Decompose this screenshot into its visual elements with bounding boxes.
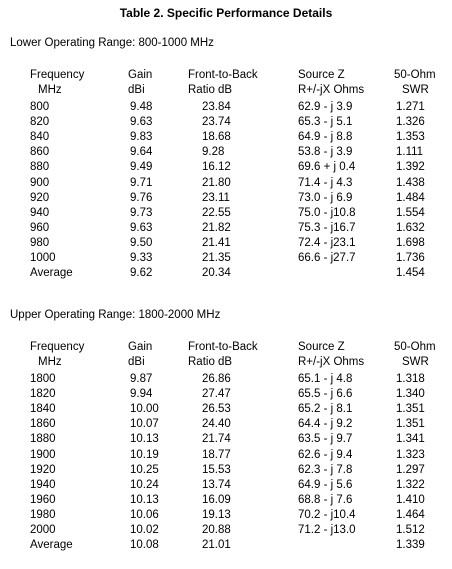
cell-gain: 9.83: [130, 131, 153, 144]
table-row: [0, 432, 452, 446]
cell-frequency: 1820: [30, 388, 56, 401]
cell-swr: 1.271: [396, 101, 425, 113]
table-row: [0, 463, 452, 477]
cell-front-to-back: 9.28: [202, 146, 225, 159]
cell-gain: 9.50: [130, 236, 153, 249]
cell-swr: 1.484: [396, 191, 425, 204]
cell-source-z: 64.9 - j 8.8: [298, 131, 353, 144]
column-header-swr: SWR: [402, 356, 429, 368]
column-header-frequency: Frequency: [30, 341, 85, 353]
cell-source-z: 71.4 - j 4.3: [298, 176, 353, 189]
column-header-gain: dBi: [128, 84, 145, 96]
table-row: [0, 221, 452, 235]
cell-gain: 10.25: [130, 463, 159, 476]
cell-frequency: 1800: [30, 373, 56, 385]
cell-frequency: 940: [30, 206, 50, 219]
cell-front-to-back: 20.88: [202, 524, 231, 536]
cell-front-to-back: 16.09: [202, 493, 231, 506]
cell-front-to-back: 24.40: [202, 418, 231, 431]
cell-source-z: 68.8 - j 7.6: [298, 493, 353, 506]
column-header-front-to-back: Front-to-Back: [188, 69, 258, 81]
cell-gain: 10.02: [130, 524, 159, 536]
cell-frequency: 1860: [30, 418, 56, 431]
cell-front-to-back: 15.53: [202, 463, 231, 476]
cell-swr: 1.392: [396, 161, 425, 174]
cell-front-to-back: 23.11: [202, 191, 230, 204]
cell-front-to-back: 23.84: [202, 101, 231, 113]
cell-front-to-back: 21.74: [202, 433, 231, 446]
table-row: [0, 100, 452, 114]
cell-swr: 1.464: [396, 508, 425, 521]
cell-front-to-back: 21.01: [202, 539, 231, 552]
cell-source-z: 65.3 - j 5.1: [298, 116, 353, 129]
cell-swr: 1.323: [396, 448, 425, 461]
column-header-gain: Gain: [128, 341, 153, 353]
table-row: [0, 145, 452, 159]
column-header-frequency: MHz: [38, 84, 62, 96]
cell-gain: 10.13: [130, 433, 159, 446]
table-row: [0, 130, 452, 144]
column-header-swr: SWR: [402, 84, 429, 96]
cell-source-z: 72.4 - j23.1: [298, 236, 356, 249]
cell-source-z: 75.3 - j16.7: [298, 221, 356, 234]
table-row: [0, 387, 452, 401]
table-row: [0, 402, 452, 416]
column-header-front-to-back: Front-to-Back: [188, 341, 258, 353]
cell-front-to-back: 22.55: [202, 206, 231, 219]
cell-source-z: 64.9 - j 5.6: [298, 478, 353, 491]
cell-front-to-back: 13.74: [202, 478, 231, 491]
cell-gain: 10.19: [130, 448, 159, 461]
cell-front-to-back: 21.41: [202, 236, 231, 249]
cell-swr: 1.339: [396, 539, 425, 552]
cell-swr: 1.322: [396, 478, 425, 491]
cell-frequency: 820: [30, 116, 50, 129]
cell-source-z: 66.6 - j27.7: [298, 252, 356, 264]
column-header-front-to-back: Ratio dB: [188, 356, 233, 368]
cell-frequency: 1960: [30, 493, 56, 506]
cell-swr: 1.340: [396, 388, 425, 401]
column-header-frequency: MHz: [38, 356, 62, 368]
cell-swr: 1.341: [396, 433, 425, 446]
cell-front-to-back: 16.12: [202, 161, 231, 174]
upper-range-header1: [0, 340, 452, 354]
cell-source-z: 63.5 - j 9.7: [298, 433, 353, 446]
cell-swr: 1.438: [396, 176, 425, 189]
cell-source-z: 64.4 - j 9.2: [298, 418, 353, 431]
table-row: [0, 538, 452, 552]
table-row: [0, 176, 452, 190]
table-row: [0, 448, 452, 462]
cell-gain: 9.76: [130, 191, 153, 204]
cell-source-z: 71.2 - j13.0: [298, 524, 356, 536]
column-header-source-z: Source Z: [298, 69, 345, 81]
column-header-front-to-back: Ratio dB: [188, 84, 233, 96]
table-title: Table 2. Specific Performance Details: [119, 6, 333, 20]
cell-gain: 10.00: [130, 403, 159, 416]
cell-swr: 1.351: [396, 403, 425, 416]
cell-swr: 1.318: [396, 373, 425, 385]
table-row: [0, 206, 452, 220]
cell-gain: 10.08: [130, 539, 159, 552]
cell-source-z: 62.3 - j 7.8: [298, 463, 353, 476]
cell-gain: 10.24: [130, 478, 159, 491]
cell-frequency: 840: [30, 131, 50, 144]
cell-frequency: 1000: [30, 252, 56, 264]
cell-front-to-back: 26.86: [202, 373, 231, 385]
column-header-frequency: Frequency: [30, 69, 85, 81]
cell-swr: 1.632: [396, 221, 425, 234]
lower-range-header2: [0, 83, 452, 97]
cell-frequency: Average: [30, 267, 73, 280]
cell-front-to-back: 19.13: [202, 508, 231, 521]
cell-source-z: 62.6 - j 9.4: [298, 448, 353, 461]
cell-frequency: 1880: [30, 433, 56, 446]
cell-source-z: 65.5 - j 6.6: [298, 388, 353, 401]
cell-frequency: 860: [30, 146, 50, 159]
column-header-source-z: R+/-jX Ohms: [298, 84, 365, 96]
lower-range-header1: [0, 68, 452, 82]
cell-gain: 9.62: [130, 267, 153, 280]
cell-swr: 1.698: [396, 236, 425, 249]
column-header-source-z: R+/-jX Ohms: [298, 356, 365, 368]
cell-frequency: Average: [30, 539, 73, 552]
table-row: [0, 493, 452, 507]
cell-frequency: 880: [30, 161, 50, 174]
cell-source-z: 65.1 - j 4.8: [298, 373, 353, 385]
cell-gain: 9.48: [130, 101, 153, 113]
cell-front-to-back: 21.82: [202, 221, 231, 234]
cell-source-z: 65.2 - j 8.1: [298, 403, 353, 416]
cell-swr: 1.410: [396, 493, 425, 506]
upper-range-label: Upper Operating Range: 1800-2000 MHz: [10, 309, 221, 321]
table-row: [0, 523, 452, 537]
table-row: [0, 508, 452, 522]
cell-gain: 9.49: [130, 161, 153, 174]
cell-frequency: 920: [30, 191, 50, 204]
cell-swr: 1.351: [396, 418, 425, 431]
table-row: [0, 115, 452, 129]
cell-frequency: 1980: [30, 508, 56, 521]
upper-range-header2: [0, 355, 452, 369]
cell-gain: 9.87: [130, 373, 153, 385]
cell-front-to-back: 21.35: [202, 252, 231, 264]
cell-frequency: 960: [30, 221, 50, 234]
table-row: [0, 160, 452, 174]
cell-gain: 10.13: [130, 493, 159, 506]
cell-source-z: 62.9 - j 3.9: [298, 101, 353, 113]
cell-gain: 10.06: [130, 508, 159, 521]
column-header-swr: 50-Ohm: [394, 341, 436, 353]
cell-gain: 9.64: [130, 146, 153, 159]
cell-swr: 1.111: [396, 146, 424, 159]
cell-frequency: 1940: [30, 478, 56, 491]
cell-source-z: 75.0 - j10.8: [298, 206, 356, 219]
column-header-gain: Gain: [128, 69, 153, 81]
cell-gain: 9.71: [130, 176, 153, 189]
cell-front-to-back: 23.74: [202, 116, 231, 129]
column-header-swr: 50-Ohm: [394, 69, 436, 81]
cell-front-to-back: 18.68: [202, 131, 231, 144]
cell-swr: 1.297: [396, 463, 425, 476]
cell-front-to-back: 21.80: [202, 176, 231, 189]
cell-source-z: 53.8 - j 3.9: [298, 146, 353, 159]
cell-swr: 1.554: [396, 206, 425, 219]
cell-frequency: 1840: [30, 403, 56, 416]
cell-frequency: 2000: [30, 524, 56, 536]
cell-source-z: 73.0 - j 6.9: [298, 191, 353, 204]
cell-front-to-back: 18.77: [202, 448, 231, 461]
cell-gain: 9.33: [130, 252, 153, 264]
cell-front-to-back: 20.34: [202, 267, 231, 280]
cell-swr: 1.353: [396, 131, 425, 144]
cell-swr: 1.512: [396, 524, 425, 536]
table-row: [0, 478, 452, 492]
table-row: [0, 372, 452, 386]
table-row: [0, 266, 452, 280]
table-row: [0, 191, 452, 205]
cell-source-z: 70.2 - j10.4: [298, 508, 356, 521]
cell-gain: 9.63: [130, 221, 153, 234]
cell-frequency: 980: [30, 236, 50, 249]
column-header-gain: dBi: [128, 356, 145, 368]
column-header-source-z: Source Z: [298, 341, 345, 353]
cell-frequency: 800: [30, 101, 50, 113]
cell-swr: 1.454: [396, 267, 425, 280]
cell-swr: 1.736: [396, 252, 425, 264]
cell-front-to-back: 26.53: [202, 403, 231, 416]
cell-gain: 9.94: [130, 388, 153, 401]
cell-frequency: 900: [30, 176, 50, 189]
cell-swr: 1.326: [396, 116, 425, 129]
cell-frequency: 1920: [30, 463, 56, 476]
cell-source-z: 69.6 + j 0.4: [298, 161, 356, 174]
cell-frequency: 1900: [30, 448, 56, 461]
cell-front-to-back: 27.47: [202, 388, 231, 401]
table-row: [0, 251, 452, 265]
lower-range-label: Lower Operating Range: 800-1000 MHz: [10, 37, 214, 49]
cell-gain: 9.63: [130, 116, 153, 129]
table-row: [0, 417, 452, 431]
table-row: [0, 236, 452, 250]
cell-gain: 10.07: [130, 418, 159, 431]
cell-gain: 9.73: [130, 206, 153, 219]
